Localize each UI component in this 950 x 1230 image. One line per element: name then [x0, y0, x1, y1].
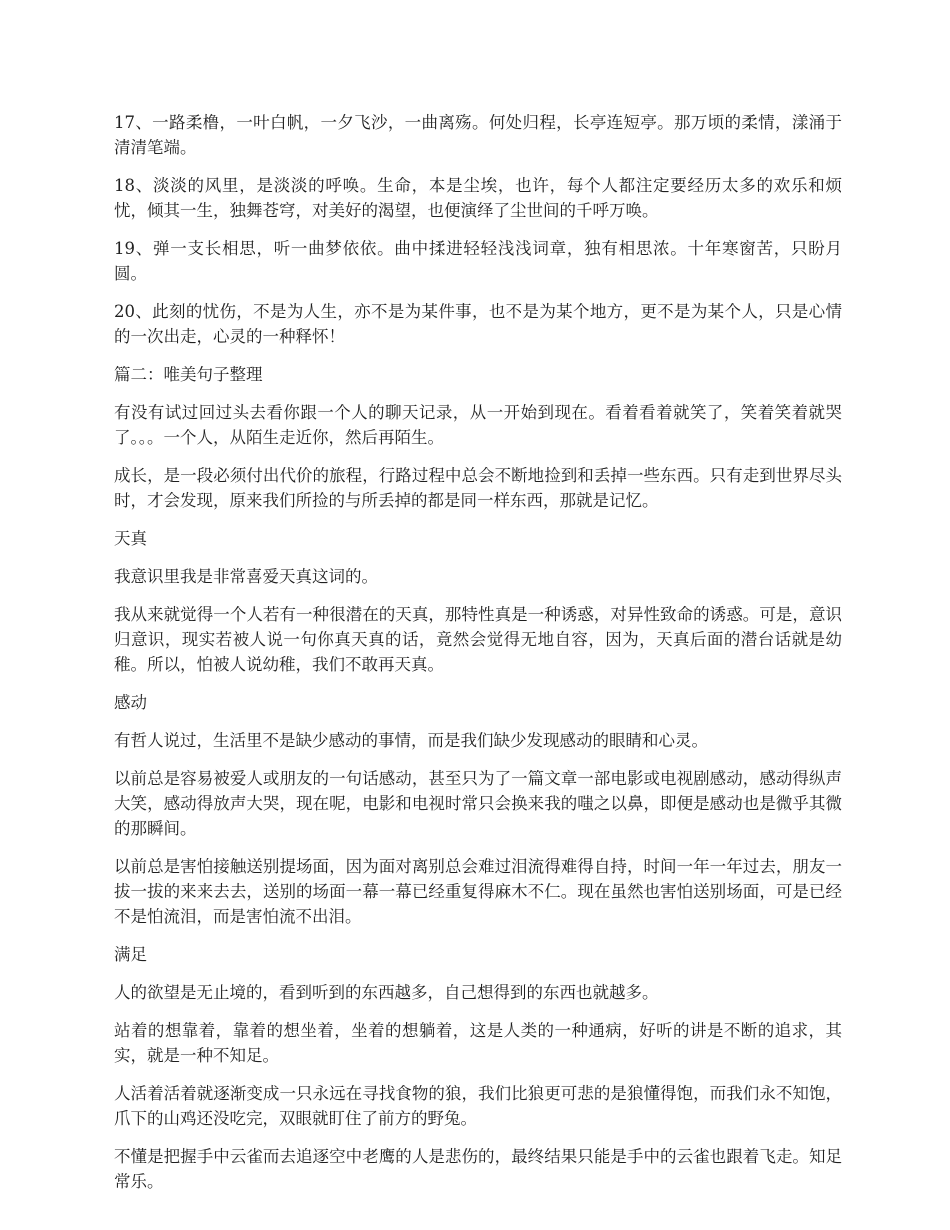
- heading-innocence: 天真: [114, 529, 147, 548]
- paragraph-moved-2: 以前总是容易被爱人或朋友的一句话感动，甚至只为了一篇文章一部电影或电视剧感动，感动得纵声大笑，感动得放声大哭，现在呢，电影和电视时常只会换来我的嗤之以鼻，即便是感动也是微乎其微的那瞬间。: [114, 769, 842, 838]
- paragraph-contentment-1: 人的欲望是无止境的，看到听到的东西越多，自己想得到的东西也就越多。: [114, 983, 659, 1002]
- paragraph-contentment-3: 人活着活着就逐渐变成一只永远在寻找食物的狼，我们比狼更可悲的是狼懂得饱，而我们永不知饱，爪下的山鸡还没吃完，双眼就盯住了前方的野兔。: [114, 1084, 842, 1128]
- paragraph-moved-3: 以前总是害怕接触送别提场面，因为面对离别总会难过泪流得难得自持，时间一年一年过去，朋友一拔一拔的来来去去，送别的场面一幕一幕已经重复得麻木不仁。现在虽然也害怕送别场面，可是已经不是怕流泪，而是害怕流不出泪。: [114, 857, 842, 926]
- paragraph-20: 20、此刻的忧伤，不是为人生，亦不是为某件事，也不是为某个地方，更不是为某个人，只是心情的一次出走，心灵的一种释怀！: [114, 302, 842, 346]
- section-heading-part-two: 篇二：唯美句子整理: [114, 365, 263, 384]
- paragraph-innocence-2: 我从来就觉得一个人若有一种很潜在的天真，那特性真是一种诱惑，对异性致命的诱惑。可是，意识归意识，现实若被人说一句你真天真的话，竟然会觉得无地自容，因为，天真后面的潜台话就是幼稚。所以，怕被人说幼稚，我们不敢再天真。: [114, 605, 842, 674]
- heading-contentment: 满足: [114, 945, 147, 964]
- paragraph-17: 17、一路柔橹，一叶白帆，一夕飞沙，一曲离殇。何处归程，长亭连短亭。那万顷的柔情，漾涌于清清笔端。: [114, 113, 842, 157]
- paragraph-chat-record: 有没有试过回过头去看你跟一个人的聊天记录，从一开始到现在。看着看着就笑了，笑着笑着就哭了。。。一个人，从陌生走近你，然后再陌生。: [114, 403, 842, 447]
- document-body: [114, 110, 842, 1207]
- paragraph-19: 19、弹一支长相思，听一曲梦依依。曲中揉进轻轻浅浅词章，独有相思浓。十年寒窗苦，只盼月圆。: [114, 239, 842, 283]
- paragraph-contentment-4: 不懂是把握手中云雀而去追逐空中老鹰的人是悲伤的，最终结果只能是手中的云雀也跟着飞走。知足常乐。: [114, 1147, 842, 1191]
- paragraph-contentment-2: 站着的想靠着，靠着的想坐着，坐着的想躺着，这是人类的一种通病，好听的讲是不断的追求，其实，就是一种不知足。: [114, 1021, 842, 1065]
- paragraph-innocence-1: 我意识里我是非常喜爱天真这词的。: [114, 567, 378, 586]
- paragraph-18: 18、淡淡的风里，是淡淡的呼唤。生命，本是尘埃，也许，每个人都注定要经历太多的欢乐和烦忧，倾其一生，独舞苍穹，对美好的渴望，也便演绎了尘世间的千呼万唤。: [114, 176, 842, 220]
- heading-moved: 感动: [114, 693, 147, 712]
- paragraph-moved-1: 有哲人说过，生活里不是缺少感动的事情，而是我们缺少发现感动的眼睛和心灵。: [114, 731, 708, 750]
- paragraph-growth: 成长，是一段必须付出代价的旅程，行路过程中总会不断地捡到和丢掉一些东西。只有走到世界尽头时，才会发现，原来我们所捡的与所丢掉的都是同一样东西，那就是记忆。: [114, 466, 842, 510]
